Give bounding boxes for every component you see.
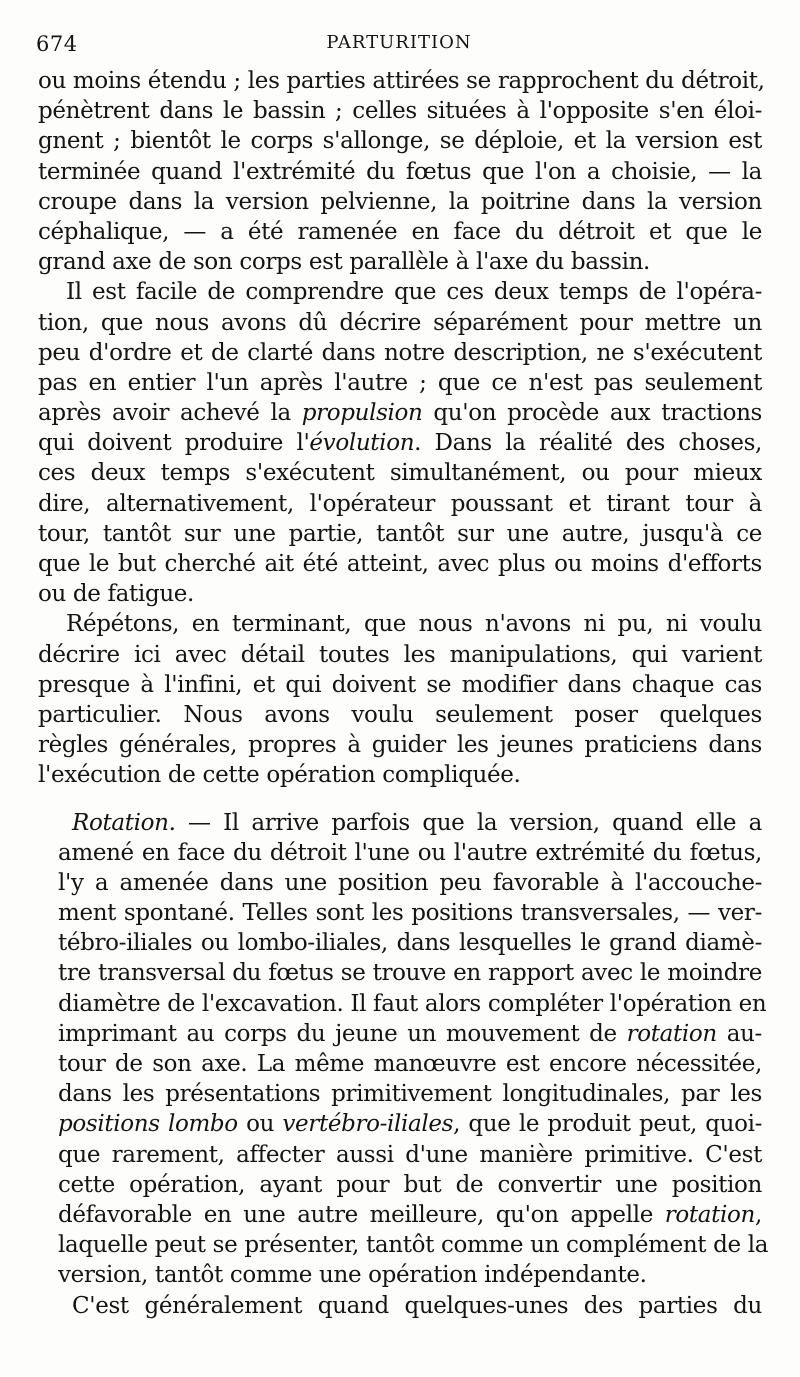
italic-term: rotation [626, 1020, 717, 1047]
text-line: gnent ; bientôt le corps s'allonge, se déploie, et la version est [38, 128, 762, 155]
text-line: peu d'ordre et de clarté dans notre description, ne s'exécutent [38, 339, 762, 366]
text-line: diamètre de l'excavation. Il faut alors compléter l'opération en [58, 990, 767, 1017]
text-line: positions lombo ou vertébro-iliales, que le produit peut, quoi- [58, 1111, 763, 1138]
text-line: tre transversal du fœtus se trouve en rapport avec le moindre [58, 960, 762, 987]
text-line: règles générales, propres à guider les jeunes praticiens dans [38, 732, 762, 759]
text-line: terminée quand l'extrémité du fœtus que l'on a choisie, — la [38, 158, 762, 185]
text-line: version, tantôt comme une opération indépendante. [58, 1262, 647, 1289]
paragraph [38, 609, 762, 790]
text-line: l'y a amenée dans une position peu favorable à l'accouche- [58, 869, 762, 896]
italic-term: vertébro-iliales [282, 1111, 454, 1138]
page-header [36, 32, 762, 62]
text-line: Il est facile de comprendre que ces deux temps de l'opéra- [66, 279, 762, 306]
text-line: Rotation. — Il arrive parfois que la version, quand elle a [72, 809, 762, 836]
text-line: imprimant au corps du jeune un mouvement de rotation au- [58, 1020, 762, 1047]
text-line: l'exécution de cette opération compliquée. [38, 762, 521, 789]
text-line: ces deux temps s'exécutent simultanément, ou pour mieux [38, 460, 762, 487]
section-heading: Rotation [72, 809, 169, 836]
section-gap [38, 791, 762, 808]
paragraph [38, 66, 765, 277]
page-number: 674 [36, 32, 78, 56]
paragraph [38, 1291, 762, 1321]
text-line: tion, que nous avons dû décrire séparément pour mettre un [38, 309, 762, 336]
text-line: que rarement, affecter aussi d'une manière primitive. C'est [58, 1141, 762, 1168]
text-line: décrire ici avec détail toutes les manipulations, qui varient [38, 641, 762, 668]
italic-term: rotation [664, 1201, 756, 1228]
body-text [38, 66, 769, 1321]
text-line: tour de son axe. La même manœuvre est encore nécessitée, [58, 1051, 762, 1077]
text-line: défavorable en une autre meilleure, qu'on appelle rotation, [58, 1201, 762, 1228]
paragraph [38, 277, 762, 609]
text-line: ou moins étendu ; les parties attirées se rapprochent du détroit, [38, 68, 765, 94]
text-line: C'est généralement quand quelques-unes des parties du [72, 1292, 762, 1319]
text-line: qui doivent produire l'évolution. Dans la réalité des choses, [38, 430, 762, 457]
text-line: cette opération, ayant pour but de convertir une position [58, 1171, 762, 1198]
text-line: dans les présentations primitivement longitudinales, par les [58, 1081, 762, 1108]
text-line: ment spontané. Telles sont les positions transversales, — ver- [58, 900, 762, 927]
text-line: ou de fatigue. [38, 581, 194, 608]
italic-term: propulsion [301, 400, 423, 427]
italic-term: positions lombo [58, 1111, 238, 1138]
text-line: que le but cherché ait été atteint, avec plus ou moins d'efforts [38, 551, 762, 577]
text-line: céphalique, — a été ramenée en face du détroit et que le [38, 218, 762, 245]
italic-term: évolution [309, 430, 415, 457]
text-line: pas en entier l'un après l'autre ; que ce n'est pas seulement [38, 369, 762, 396]
paragraph-rotation [38, 808, 769, 1291]
text-line: pénètrent dans le bassin ; celles situées à l'opposite s'en éloi- [38, 98, 762, 125]
text-line: Répétons, en terminant, que nous n'avons ni pu, ni voulu [66, 611, 762, 638]
text-line: tour, tantôt sur une partie, tantôt sur une autre, jusqu'à ce [38, 520, 762, 547]
text-line: presque à l'infini, et qui doivent se modifier dans chaque cas [38, 671, 762, 698]
text-line: tébro-iliales ou lombo-iliales, dans lesquelles le grand diamè- [58, 930, 762, 957]
running-title: PARTURITION [326, 32, 472, 53]
text-line: après avoir achevé la propulsion qu'on procède aux tractions [38, 400, 763, 427]
text-line: dire, alternativement, l'opérateur poussant et tirant tour à [38, 490, 762, 517]
text-line: laquelle peut se présenter, tantôt comme un complément de la [58, 1232, 769, 1259]
text-line: amené en face du détroit l'une ou l'autre extrémité du fœtus, [58, 839, 762, 866]
text-line: croupe dans la version pelvienne, la poitrine dans la version [38, 188, 762, 215]
text-line: grand axe de son corps est parallèle à l'axe du bassin. [38, 249, 651, 276]
text-line: particulier. Nous avons voulu seulement poser quelques [38, 701, 762, 728]
